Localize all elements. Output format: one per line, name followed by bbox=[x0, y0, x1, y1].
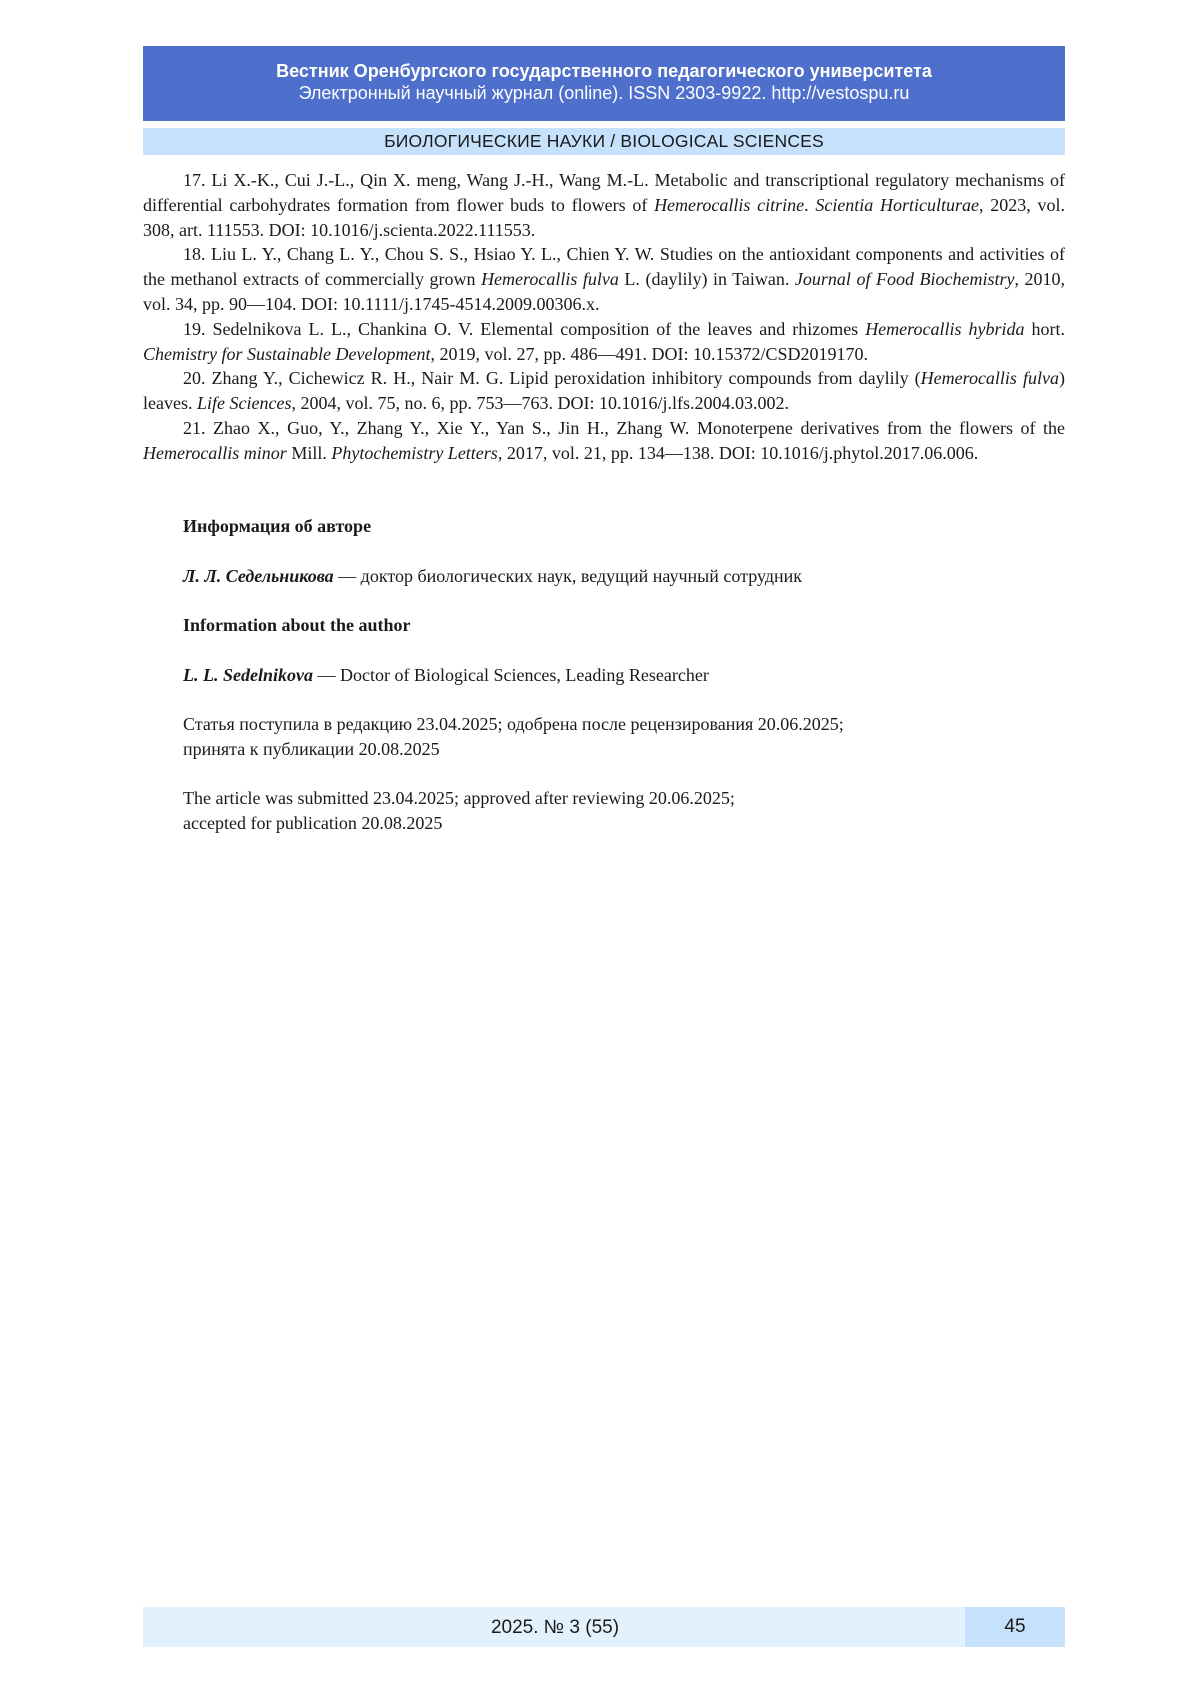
reference-text: hort. bbox=[1024, 318, 1065, 339]
reference-text: , 2017, vol. 21, pp. 134—138. DOI: 10.1016/j.phytol.2017.06.006. bbox=[497, 442, 979, 463]
author-info-heading-ru bbox=[183, 514, 1063, 539]
reference-text: 21. Zhao X., Guo, Y., Zhang Y., Xie Y., Yan S., Jin H., Zhang W. Monoterpene derivatives from the flowers of the bbox=[183, 417, 1065, 438]
reference-text: 17. Li X.-K., Cui J.-L., Qin X. meng, Wang J.-H., Wang M.-L. Metabolic and transcriptional regulatory mechanisms of differential carbohydrates formation from flower buds to flowers of bbox=[143, 170, 1065, 215]
reference-italic-text: Life Sciences bbox=[196, 393, 292, 414]
author-line-ru bbox=[183, 564, 1063, 589]
reference-italic-text: Hemerocallis citrine bbox=[654, 194, 805, 215]
reference-text: , 2019, vol. 27, pp. 486—491. DOI: 10.15372/CSD2019170. bbox=[430, 343, 868, 364]
reference-item bbox=[143, 416, 1065, 466]
author-desc-en: — Doctor of Biological Sciences, Leading Researcher bbox=[312, 665, 709, 685]
section-title: БИОЛОГИЧЕСКИЕ НАУКИ / BIOLOGICAL SCIENCES bbox=[143, 128, 1065, 155]
reference-italic-text: Journal of Food Biochemistry bbox=[794, 269, 1015, 290]
author-line-en bbox=[183, 663, 1063, 688]
dates-en bbox=[183, 786, 1063, 836]
reference-italic-text: Hemerocallis minor bbox=[143, 442, 287, 463]
author-info-heading-en bbox=[183, 613, 1063, 638]
dates-ru bbox=[183, 712, 1063, 762]
page-number: 45 bbox=[965, 1607, 1065, 1647]
author-name-ru: Л. Л. Седельникова bbox=[183, 566, 334, 586]
author-info-heading-ru-text: Информация об авторе bbox=[183, 516, 372, 536]
reference-text: 20. Zhang Y., Cichewicz R. H., Nair M. G. Lipid peroxidation inhibitory compounds from daylily ( bbox=[183, 368, 921, 389]
reference-text: ) leaves. bbox=[143, 368, 1065, 414]
dates-ru-line1: Статья поступила в редакцию 23.04.2025; одобрена после рецензирования 20.06.2025; bbox=[183, 714, 844, 734]
reference-italic-text: Hemerocallis fulva bbox=[481, 269, 619, 290]
reference-italic-text: Phytochemistry Letters bbox=[331, 442, 498, 463]
reference-text: 19. Sedelnikova L. L., Chankina O. V. Elemental composition of the leaves and rhizomes bbox=[183, 318, 866, 339]
reference-text: . bbox=[804, 194, 816, 215]
reference-text: , 2023, vol. 308, art. 111553. DOI: 10.1016/j.scienta.2022.111553. bbox=[143, 194, 1065, 240]
reference-italic-text: Hemerocallis fulva bbox=[920, 368, 1059, 389]
journal-header bbox=[143, 46, 1065, 121]
page-footer bbox=[143, 1607, 1065, 1647]
reference-text: L. (daylily) in Taiwan. bbox=[618, 269, 795, 290]
author-info-heading-en-text: Information about the author bbox=[183, 615, 411, 635]
reference-list bbox=[143, 168, 1065, 466]
dates-en-line1: The article was submitted 23.04.2025; approved after reviewing 20.06.2025; bbox=[183, 788, 735, 808]
issue-label: 2025. № 3 (55) bbox=[490, 1617, 620, 1638]
reference-text: , 2010, vol. 34, pp. 90—104. DOI: 10.1111/j.1745-4514.2009.00306.x. bbox=[143, 269, 1066, 314]
reference-text: Mill. bbox=[286, 442, 332, 463]
reference-italic-text: Chemistry for Sustainable Development bbox=[143, 343, 431, 364]
author-name-en: L. L. Sedelnikova bbox=[183, 665, 313, 685]
reference-item bbox=[143, 242, 1065, 316]
reference-item bbox=[143, 366, 1065, 416]
dates-en-line2: accepted for publication 20.08.2025 bbox=[183, 812, 443, 833]
reference-item bbox=[143, 317, 1065, 367]
reference-italic-text: Hemerocallis hybrida bbox=[865, 318, 1025, 339]
journal-subtitle: Электронный научный журнал (online). ISSN 2303-9922. http://vestospu.ru bbox=[298, 83, 910, 103]
reference-text: , 2004, vol. 75, no. 6, pp. 753—763. DOI: 10.1016/j.lfs.2004.03.002. bbox=[291, 393, 789, 414]
reference-text: 18. Liu L. Y., Chang L. Y., Chou S. S., Hsiao Y. L., Chien Y. W. Studies on the antioxidant components and activities of the methanol extracts of commercially grown bbox=[143, 244, 1065, 290]
author-desc-ru: — доктор биологических наук, ведущий научный сотрудник bbox=[333, 566, 803, 586]
journal-title: Вестник Оренбургского государственного педагогического университета bbox=[276, 61, 932, 81]
reference-item bbox=[143, 168, 1065, 242]
reference-italic-text: Scientia Horticulturae bbox=[815, 194, 980, 215]
dates-ru-line2: принята к публикации 20.08.2025 bbox=[183, 738, 440, 759]
